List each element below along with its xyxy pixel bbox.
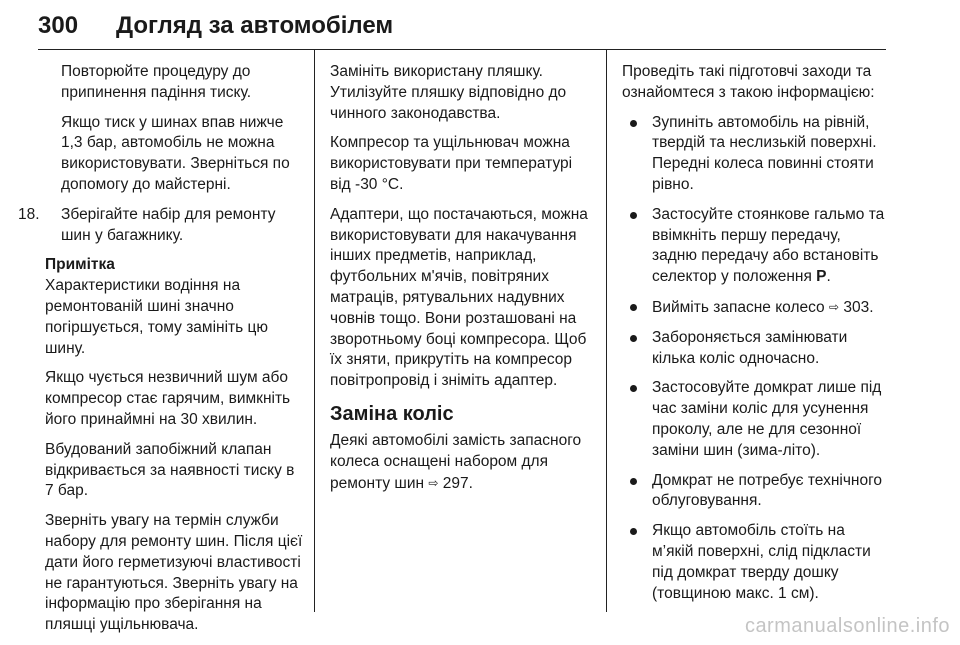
bullet-icon bbox=[630, 212, 637, 219]
watermark: carmanualsonline.info bbox=[744, 615, 950, 637]
column-1 bbox=[18, 62, 303, 645]
section-heading: Заміна коліс bbox=[330, 402, 454, 425]
paragraph: Зверніть увагу на термін служби набору для ремонту шин. Після цієї дати його герметизуючі властивості не гарантуються. Зверніть увагу на інформацію про зберігання на пляшці ущільнювача. bbox=[45, 512, 303, 634]
paragraph: Компресор та ущільнювач можна використовувати при температурі від -30 °C. bbox=[330, 134, 573, 193]
list-item bbox=[622, 378, 890, 461]
intro-paragraph: Проведіть такі підготовчі заходи та ознайомтеся з такою інформацією: bbox=[622, 63, 875, 101]
bullet-icon bbox=[630, 478, 637, 485]
list-item-text: Якщо автомобіль стоїть на м’якій поверхні, слід підкласти під домкрат тверду дошку (товщиною макс. 1 см). bbox=[652, 522, 871, 602]
column-2 bbox=[330, 62, 592, 503]
list-item bbox=[622, 521, 890, 604]
bullet-icon bbox=[630, 385, 637, 392]
page-ref-arrow-icon: ⇨ bbox=[828, 299, 840, 314]
bullet-icon bbox=[630, 335, 637, 342]
column-divider-2 bbox=[606, 50, 607, 612]
page-ref-arrow-icon: ⇨ bbox=[428, 475, 439, 490]
bullet-icon bbox=[630, 528, 637, 535]
list-item-text: Вийміть запасне колесо bbox=[652, 298, 825, 316]
preparation-list bbox=[622, 113, 890, 605]
paragraph: Повторюйте процедуру до припинення падіння тиску. bbox=[61, 63, 252, 101]
paragraph bbox=[330, 431, 592, 494]
paragraph: Замініть використану пляшку. Утилізуйте пляшку відповідно до чинного законодавства. bbox=[330, 63, 567, 122]
step-18 bbox=[18, 205, 303, 247]
list-item-text: Забороняється замінювати кілька коліс одночасно. bbox=[652, 328, 848, 367]
header-rule bbox=[38, 49, 886, 50]
note-text: Характеристики водіння на ремонтованій шині значно погіршується, тому замініть цю шину. bbox=[45, 277, 269, 357]
page-number: 300 bbox=[38, 12, 79, 39]
column-divider-1 bbox=[314, 50, 315, 612]
page-reference-link[interactable]: 303. bbox=[843, 298, 874, 316]
list-item bbox=[622, 113, 890, 196]
gear-position-p: P bbox=[816, 268, 827, 286]
column-3 bbox=[622, 62, 890, 613]
paragraph-text: Деякі автомобілі замість запасного колеса оснащені набором для ремонту шин bbox=[330, 431, 582, 492]
paragraph: Якщо чується незвичний шум або компресор стає гарячим, вимкніть його принаймні на 30 хвилин. bbox=[45, 369, 291, 428]
page-header bbox=[38, 10, 886, 50]
note-label: Примітка bbox=[45, 256, 115, 274]
list-item-text: Зупиніть автомобіль на рівній, твердій та неслизькій поверхні. Передні колеса повинні стояти рівно. bbox=[652, 113, 877, 193]
bullet-icon bbox=[630, 120, 637, 127]
list-item bbox=[622, 471, 890, 513]
list-item: Застосуйте стоянкове гальмо та ввімкніть першу передачу, задню передачу або встановіть селектор у положення P. bbox=[622, 205, 890, 288]
list-item bbox=[622, 328, 890, 370]
page-title: Догляд за автомобілем bbox=[116, 12, 394, 39]
list-item-text: Домкрат не потребує технічного облуговування. bbox=[652, 471, 883, 510]
step-text: Зберігайте набір для ремонту шин у багажнику. bbox=[61, 205, 276, 244]
list-item bbox=[622, 297, 890, 319]
page-reference-link[interactable]: 297. bbox=[442, 474, 473, 492]
list-item-text: Застосовуйте домкрат лише під час заміни коліс для усунення проколу, але не для сезонної заміни шин (зима-літо). bbox=[652, 379, 882, 459]
paragraph: Якщо тиск у шинах впав нижче 1,3 бар, автомобіль не можна використовувати. Зверніться по допомогу до майстерні. bbox=[61, 113, 290, 193]
step-number: 18. bbox=[18, 205, 40, 223]
paragraph: Вбудований запобіжний клапан відкривається за наявності тиску в 7 бар. bbox=[45, 440, 295, 500]
paragraph: Адаптери, що постачаються, можна використовувати для накачування інших предметів, наприклад, футбольних м'ячів, повітряних матраців, рятувальних надувних човнів тощо. Вони розташовані на зворотньому боці компресора. Щоб їх зняти, прикрутіть на компресор повітропровід і зніміть адаптер. bbox=[330, 205, 588, 390]
list-item-text: Застосуйте стоянкове гальмо та ввімкніть першу передачу, задню передачу або встановіть селектор у положення bbox=[652, 205, 885, 286]
bullet-icon bbox=[630, 304, 637, 311]
